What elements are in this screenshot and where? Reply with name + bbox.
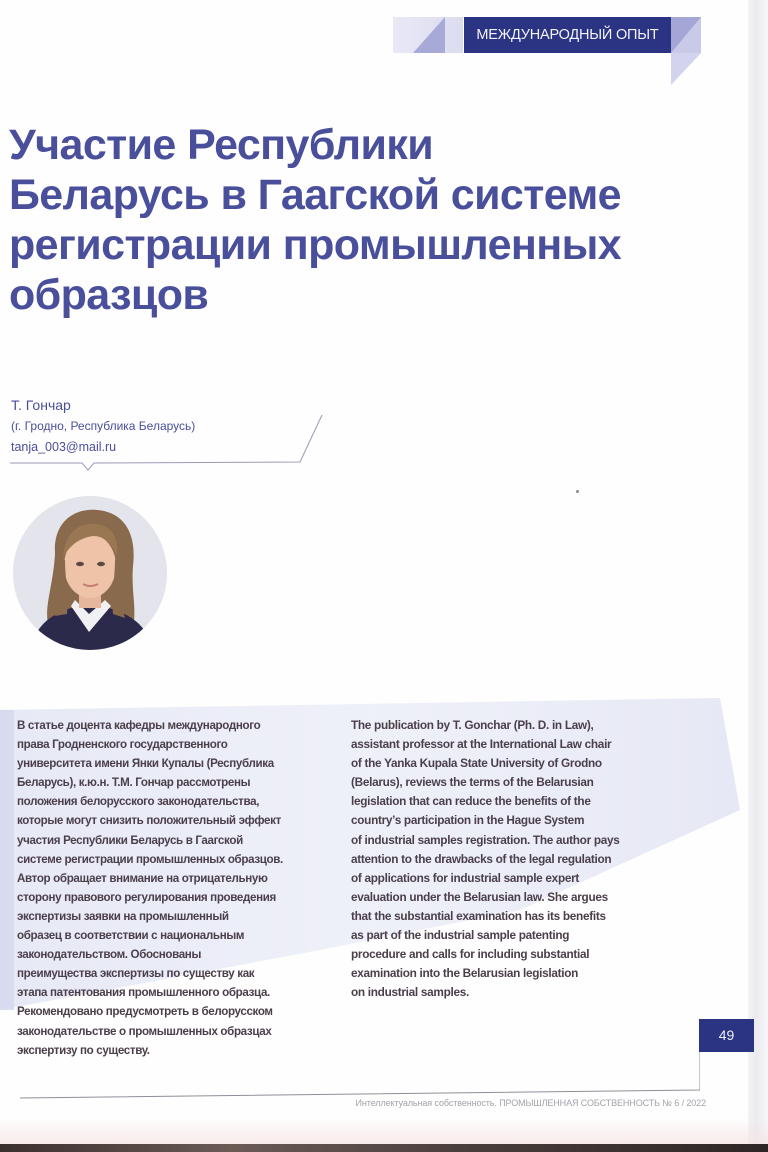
abstract-english (351, 716, 671, 1002)
abstract-line: attention to the drawbacks of the legal regulation (351, 851, 612, 866)
page-edge-shadow (748, 0, 768, 1152)
abstract-line: Беларусь), к.ю.н. Т.М. Гончар рассмотрены (17, 776, 251, 790)
abstract-line: экспертизы заявки на промышленный (17, 909, 229, 923)
abstract-line: that the substantial examination has its benefits (351, 908, 606, 923)
abstract-line: системе регистрации промышленных образцов. (17, 852, 283, 866)
abstract-line: В статье доцента кафедры международного (17, 719, 261, 732)
abstract-line: legislation that can reduce the benefits of the (351, 794, 591, 809)
abstract-line: Рекомендовано предусмотреть в белорусском (17, 1005, 273, 1019)
abstract-line: procedure and calls for including substantial (351, 947, 590, 962)
abstract-line: examination into the Belarusian legislation (351, 966, 579, 981)
abstract-line: as part of the industrial sample patenting (351, 928, 570, 943)
scan-edge-tint (0, 1118, 768, 1144)
author-photo (13, 496, 167, 650)
abstract-line: этапа патентования промышленного образца. (17, 986, 270, 1000)
abstract-line: положения белорусского законодательства, (17, 795, 260, 809)
section-ribbon (393, 17, 708, 85)
abstract-line: законодательством. Обоснованы (17, 948, 202, 962)
scan-bottom-edge (0, 1144, 768, 1152)
author-location: (г. Гродно, Республика Беларусь) (11, 419, 196, 433)
abstract-line: которые могут снизить положительный эффект (17, 814, 281, 828)
abstract-line: участия Республики Беларусь в Гаагской (17, 833, 243, 847)
ribbon-right-triangle (671, 17, 701, 53)
journal-footer: Интеллектуальная собственность. ПРОМЫШЛЕННАЯ СОБСТВЕННОСТЬ № 6 / 2022 (355, 1098, 706, 1108)
portrait-illustration (13, 496, 167, 650)
abstract-line: of industrial samples registration. The author pays (351, 832, 620, 847)
title-line: Беларусь в Гаагской системе (9, 171, 621, 219)
page-number: 49 (699, 1019, 754, 1052)
abstract-line: образец в соответствии с национальным (17, 929, 245, 943)
abstract-line: of applications for industrial sample expert (351, 870, 580, 885)
abstract-line: университета имени Янки Купалы (Республика (17, 757, 274, 771)
abstract-line: преимущества экспертизы по существу как (17, 967, 255, 981)
abstract-line: on industrial samples. (351, 985, 469, 1000)
abstract-line: права Гродненского государственного (17, 738, 228, 752)
footer-frame-lines (20, 1050, 700, 1100)
abstract-line: country’s participation in the Hague System (351, 813, 585, 828)
title-line: регистрации промышленных (9, 221, 622, 269)
title-line: Участие Республики (9, 121, 434, 169)
abstract-line: of the Yanka Kupala State University of Grodno (351, 756, 602, 771)
abstract-line: The publication by T. Gonchar (Ph. D. in Law), (351, 718, 594, 732)
article-title (9, 120, 649, 320)
abstract-line: evaluation under the Belarusian law. She argues (351, 889, 608, 904)
ribbon-fold (671, 53, 701, 85)
section-label: МЕЖДУНАРОДНЫЙ ОПЫТ (464, 17, 671, 53)
ribbon-left-triangle (413, 17, 445, 53)
abstract-line: сторону правового регулирования проведения (17, 890, 276, 904)
author-name: Т. Гончар (11, 397, 71, 413)
abstract-line: (Belarus), reviews the terms of the Belarusian (351, 775, 594, 790)
abstract-line: Автор обращает внимание на отрицательную (17, 871, 268, 885)
abstract-russian (17, 716, 337, 1060)
author-email[interactable]: tanja_003@mail.ru (11, 440, 117, 454)
title-line: образцов (9, 271, 209, 319)
author-block (11, 395, 195, 457)
abstract-line: assistant professor at the International Law chair (351, 737, 612, 752)
abstract-line: законодательстве о промышленных образцах (17, 1024, 272, 1038)
scan-speck (576, 490, 579, 493)
abstract-line: экспертизу по существу. (17, 1043, 150, 1057)
